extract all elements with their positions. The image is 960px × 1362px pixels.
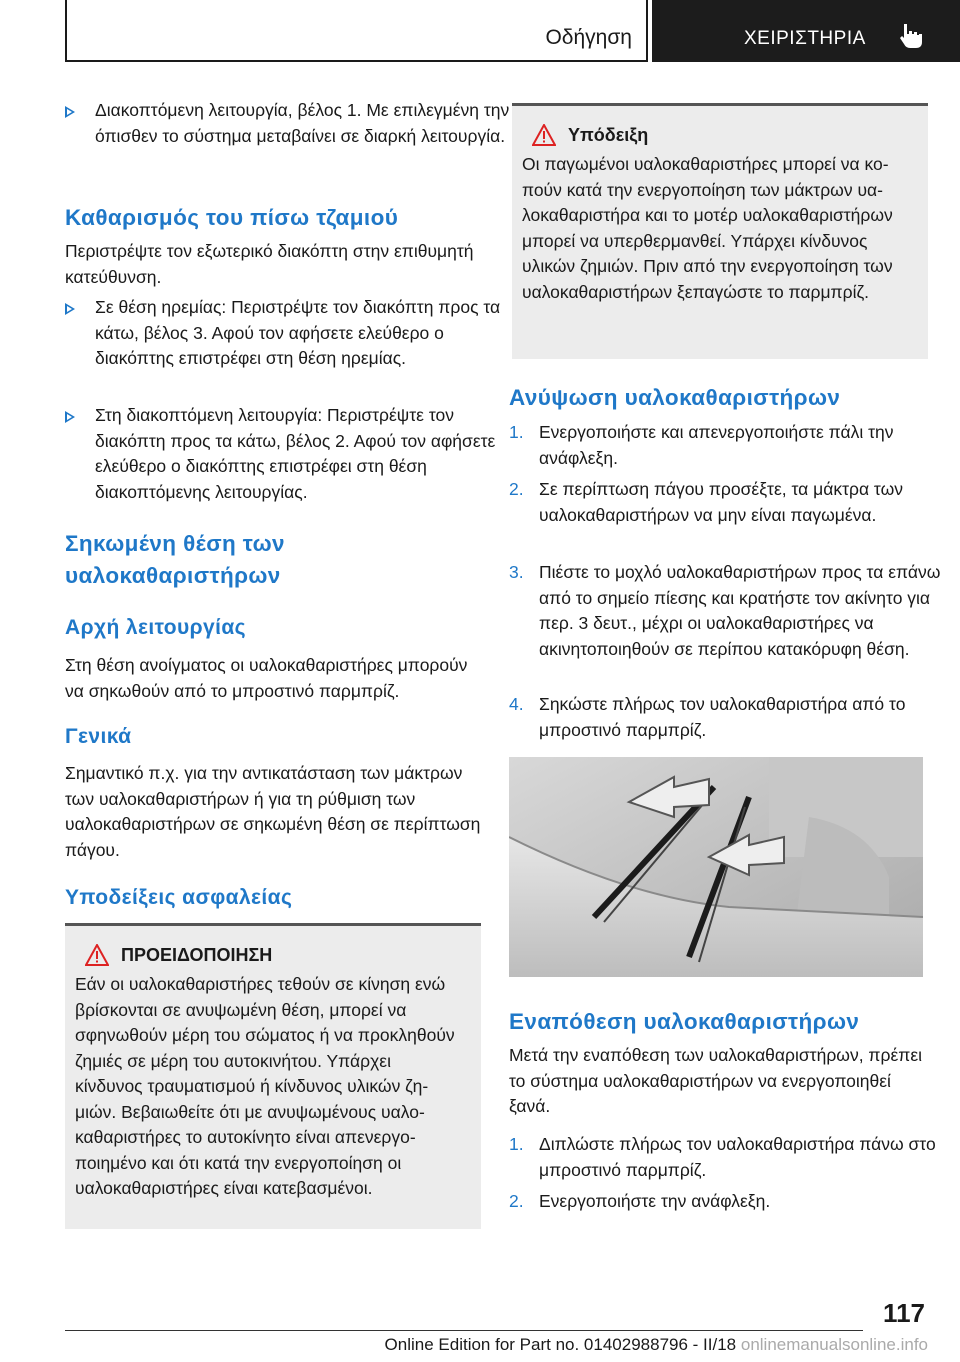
note-text: Οι παγωμένοι υαλοκαθαριστήρες μπορεί να κοπούν κατά την ενεργοποίηση των μάκτρων υαλοκαθαριστήρα και το μοτέρ υαλοκαθαριστήρων μπορεί να υπερθερμανθεί. Υπάρχει κίνδυνος υλικών ζημιών. Πριν από την ενεργοποίηση των υαλοκαθαριστήρων ξεπαγώστε το παρμπρίζ. — [522, 154, 893, 302]
header-chapter-tab — [652, 0, 960, 62]
triangle-bullet-icon — [65, 411, 75, 423]
section-heading-rear-window: Καθαρισμός του πίσω τζαμιού — [65, 205, 399, 230]
hand-pointer-icon — [896, 20, 926, 50]
header-section-tab — [65, 0, 648, 62]
warning-box — [65, 923, 481, 1229]
subheading-general: Γενικά — [65, 725, 132, 748]
list-item: 3. Πιέστε το μοχλό υαλοκαθαριστήρων προς τα επάνω από το σημείο πίεσης και κρατήστε τον ακίνητο για περ. 3 δευτ., μέχρι οι υαλοκαθαριστήρες να ακινητοποιηθούν σε περίπου κατακόρυφη θέση. — [509, 562, 941, 659]
section-heading-raised-position: Σηκωμένη θέση των υαλοκαθαριστήρων — [65, 531, 285, 588]
warning-triangle-icon — [532, 124, 556, 146]
section-heading-lower-wipers: Εναπόθεση υαλοκαθαριστήρων — [509, 1009, 860, 1034]
list-item: 2. Ενεργοποιήστε την ανάφλεξη. — [509, 1191, 771, 1211]
wiper-photo — [509, 757, 923, 977]
list-item: Στη διακοπτόμενη λειτουργία: Περιστρέψτε τον διακόπτη προς τα κάτω, βέλος 2. Αφού τον αφήσετε ελεύθερο ο διακόπτης επιστρέφει στη θέση διακοπτόμενης λειτουργίας. — [65, 403, 511, 505]
section-heading-lift-wipers: Ανύψωση υαλοκαθαριστήρων — [509, 385, 841, 410]
paragraph-lower-wipers: Μετά την εναπόθεση των υαλοκαθαριστήρων, πρέπει το σύστημα υαλοκαθαριστήρων να ενεργοποιηθεί ξανά. — [509, 1045, 923, 1116]
footer-edition-text: Online Edition for Part no. 01402988796 - II/18 — [384, 1335, 737, 1354]
page-number: 117 — [883, 1298, 925, 1328]
triangle-bullet-icon — [65, 106, 75, 118]
header-chapter-title: ΧΕΙΡΙΣΤΗΡΙΑ — [744, 28, 866, 49]
triangle-bullet-icon — [65, 303, 75, 315]
note-box — [512, 103, 928, 359]
header-section-title: Οδήγηση — [545, 26, 632, 49]
paragraph-principle: Στη θέση ανοίγματος οι υαλοκαθαριστήρες μπορούν να σηκωθούν από το μπροστινό παρμπρίζ. — [65, 655, 468, 701]
footer-divider — [65, 1330, 863, 1331]
note-title: Υπόδειξη — [522, 122, 908, 148]
warning-text: Εάν οι υαλοκαθαριστήρες τεθούν σε κίνηση ενώ βρίσκονται σε ανυψωμένη θέση, μπορεί να σφηνωθούν μέρη του σώματος ή να προκληθούν ζημιές σε μέρη του αυτοκινήτου. Υπάρχει κίνδυνος τραυματισμού ή κίνδυνος υλικών ζημιών. Βεβαιωθείτε ότι με ανυψωμένους υαλοκαθαριστήρες το αυτοκίνητο είναι απενεργοποιημένο και ότι κατά την ενεργοποίηση οι υαλοκαθαριστήρες είναι κατεβασμένοι. — [75, 974, 455, 1198]
list-item: Σε θέση ηρεμίας: Περιστρέψτε τον διακόπτη προς τα κάτω, βέλος 3. Αφού τον αφήσετε ελεύθερο ο διακόπτης επιστρέφει στη θέση ηρεμίας. — [65, 295, 511, 372]
paragraph-general: Σημαντικό π.χ. για την αντικατάσταση των μάκτρων των υαλοκαθαριστήρων ή για τη ρύθμιση των υαλοκαθαριστήρων σε σηκωμένη θέση σε περίπτωση πάγου. — [65, 763, 481, 860]
subheading-safety: Υποδείξεις ασφαλείας — [65, 886, 293, 909]
footer-edition — [0, 1335, 928, 1355]
list-item: 1. Ενεργοποιήστε και απενεργοποιήστε πάλι την ανάφλεξη. — [509, 422, 894, 468]
list-item: 2. Σε περίπτωση πάγου προσέξτε, τα μάκτρα των υαλοκαθαριστήρων να μην είναι παγωμένα. — [509, 479, 904, 525]
list-item: 1. Διπλώστε πλήρως τον υαλοκαθαριστήρα πάνω στο μπροστινό παρμπρίζ. — [509, 1134, 936, 1180]
warning-triangle-icon — [85, 944, 109, 966]
subheading-principle: Αρχή λειτουργίας — [65, 616, 246, 639]
list-item: Διακοπτόμενη λειτουργία, βέλος 1. Με επιλεγμένη την όπισθεν το σύστημα μεταβαίνει σε διαρκή λειτουργία. — [65, 98, 511, 149]
wiper-illustration — [509, 757, 923, 977]
paragraph-rear-window: Περιστρέψτε τον εξωτερικό διακόπτη στην επιθυμητή κατεύθυνση. — [65, 241, 474, 287]
warning-title: ΠΡΟΕΙΔΟΠΟΙΗΣΗ — [75, 942, 461, 968]
footer-brand-watermark: onlinemanualsonline.info — [740, 1335, 928, 1354]
list-item: 4. Σηκώστε πλήρως τον υαλοκαθαριστήρα από το μπροστινό παρμπρίζ. — [509, 694, 906, 740]
